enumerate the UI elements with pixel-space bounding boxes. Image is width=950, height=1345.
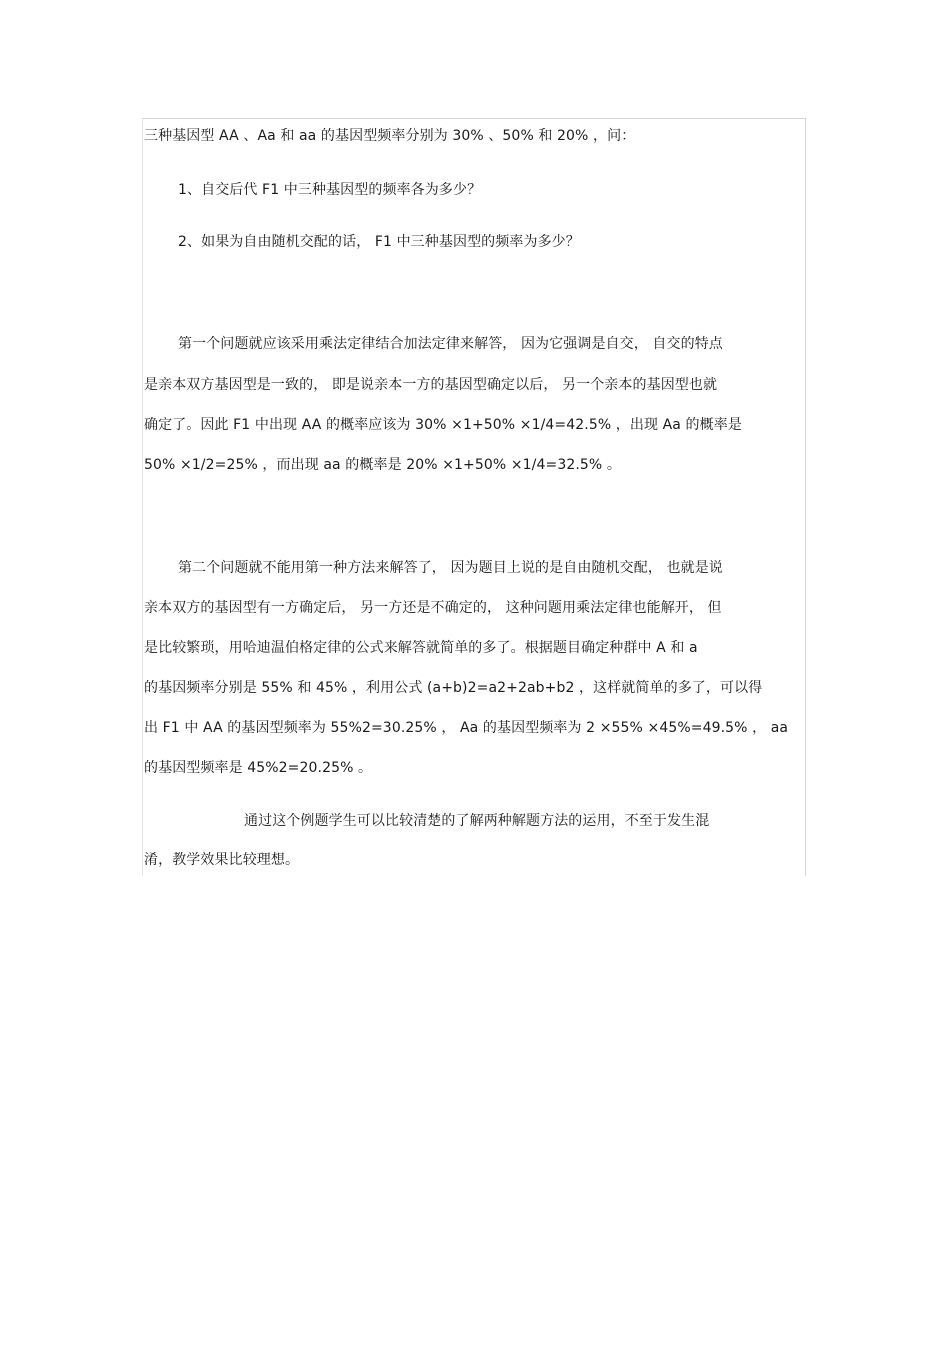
question-1: 1、自交后代 F1 中三种基因型的频率各为多少？ (178, 182, 482, 198)
answer-2-line-2: 亲本双方的基因型有一方确定后， 另一方还是不确定的， 这种问题用乘法定律也能解开， 但 (144, 600, 722, 616)
question-intro: 三种基因型 AA 、Aa 和 aa 的基因型频率分别为 30% 、50% 和 20% ，问： (144, 128, 636, 144)
answer-2-line-1: 第二个问题就不能用第一种方法来解答了， 因为题目上说的是自由随机交配， 也就是说 (178, 560, 723, 576)
answer-1-line-1: 第一个问题就应该采用乘法定律结合加法定律来解答， 因为它强调是自交， 自交的特点 (178, 336, 723, 352)
answer-2-line-4: 的基因频率分别是 55% 和 45% ，利用公式 (a+b)2=a2+2ab+b2 ，这样就简单的多了，可以得 (144, 680, 763, 696)
conclusion-line-2: 淆，教学效果比较理想。 (144, 852, 300, 868)
answer-2-line-6: 的基因型频率是 45%2=20.25% 。 (144, 760, 373, 776)
answer-2-line-5: 出 F1 中 AA 的基因型频率为 55%2=30.25% ， Aa 的基因型频率为 2 ×55% ×45%=49.5% ， aa (144, 720, 789, 736)
answer-1-line-4: 50% ×1/2=25% ，而出现 aa 的概率是 20% ×1+50% ×1/4=32.5% 。 (144, 457, 621, 473)
answer-2-line-3: 是比较繁琐，用哈迪温伯格定律的公式来解答就简单的多了。根据题目确定种群中 A 和 a (144, 640, 698, 656)
conclusion-line-1: 通过这个例题学生可以比较清楚的了解两种解题方法的运用，不至于发生混 (244, 813, 710, 829)
answer-1-line-3: 确定了。因此 F1 中出现 AA 的概率应该为 30% ×1+50% ×1/4=42.5% ，出现 Aa 的概率是 (144, 417, 742, 433)
question-2: 2、如果为自由随机交配的话， F1 中三种基因型的频率为多少？ (178, 234, 580, 250)
answer-1-line-2: 是亲本双方基因型是一致的， 即是说亲本一方的基因型确定以后， 另一个亲本的基因型也就 (144, 377, 718, 393)
